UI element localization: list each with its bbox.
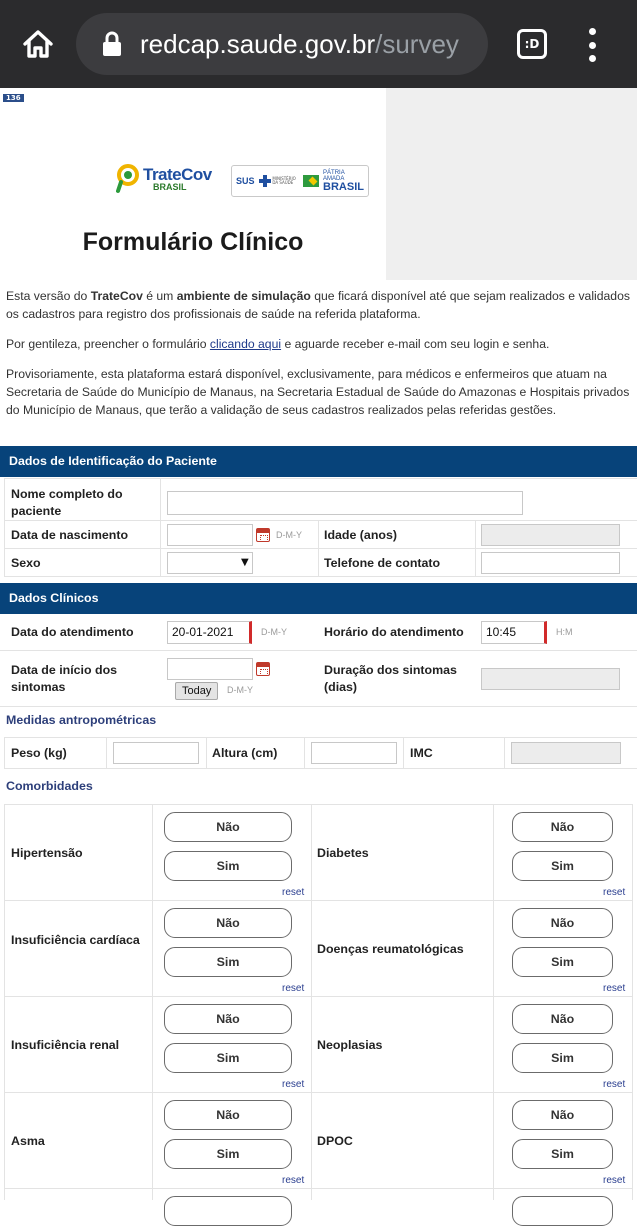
intro-paragraph-1: Esta versão do TrateCov é um ambiente de simulação que ficará disponível até que sejam realizados e validados os cadastros para registro dos profissionais de saúde na referida plataforma. (6, 289, 630, 321)
chevron-down-icon: ▼ (241, 557, 249, 568)
no-button-partial[interactable] (512, 1196, 613, 1226)
calendar-icon[interactable] (256, 528, 270, 542)
comorbidity-label-right: Neoplasias (317, 1038, 383, 1052)
comorbidity-label-right: Diabetes (317, 846, 369, 860)
patient-name-label: Nome completo do paciente (11, 487, 123, 518)
reset-link[interactable]: reset (603, 1175, 626, 1186)
reset-link[interactable]: reset (282, 983, 305, 994)
more-options-icon[interactable] (582, 28, 602, 62)
today-button[interactable]: Today (175, 682, 218, 700)
weight-label: Peso (kg) (11, 746, 67, 760)
yes-button[interactable]: Sim (512, 851, 613, 881)
visit-date-label: Data do atendimento (11, 625, 134, 639)
onset-date-label: Data de início dos sintomas (11, 663, 118, 694)
reset-link[interactable]: reset (282, 887, 305, 898)
header-side-panel (386, 88, 637, 280)
tratecov-pin-icon (116, 164, 140, 194)
comorbidity-label-right: DPOC (317, 1134, 353, 1148)
home-icon[interactable] (18, 24, 58, 64)
tab-switcher-button[interactable]: :D (517, 29, 547, 59)
no-button[interactable]: Não (512, 812, 613, 842)
age-label: Idade (anos) (324, 528, 397, 542)
yes-button[interactable]: Sim (164, 851, 292, 881)
comorbidity-label-left: Insuficiência cardíaca (11, 933, 140, 947)
symptom-duration-label: Duração dos sintomas (dias) (324, 663, 457, 694)
register-link[interactable]: clicando aqui (209, 337, 282, 351)
survey-badge: 136 (3, 94, 24, 102)
dob-label: Data de nascimento (11, 528, 129, 542)
comorbidity-label-left: Hipertensão (11, 846, 83, 860)
comorbidity-label-right: Doenças reumatológicas (317, 942, 464, 956)
dob-input[interactable] (167, 524, 253, 546)
reset-link[interactable]: reset (282, 1175, 305, 1186)
visit-time-label: Horário do atendimento (324, 625, 464, 639)
bmi-input (511, 742, 621, 764)
no-button[interactable]: Não (512, 1004, 613, 1034)
reset-link[interactable]: reset (282, 1079, 305, 1090)
bmi-label: IMC (410, 746, 433, 760)
visit-date-input[interactable]: 20-01-2021 (167, 621, 252, 644)
brasil-flag-icon (303, 175, 319, 187)
intro-text (0, 280, 637, 419)
page-title: Formulário Clínico (82, 228, 304, 256)
no-button[interactable]: Não (164, 908, 292, 938)
no-button-partial[interactable] (164, 1196, 292, 1226)
yes-button[interactable]: Sim (512, 1139, 613, 1169)
comorbidity-label-left: Asma (11, 1134, 45, 1148)
visit-date-format-hint: D-M-Y (261, 627, 287, 637)
yes-button[interactable]: Sim (512, 1043, 613, 1073)
sus-logo: SUS (236, 176, 255, 186)
gov-brasil-logo: PÁTRIA AMADA BRASIL (323, 169, 364, 193)
phone-label: Telefone de contato (324, 556, 441, 570)
phone-input[interactable] (481, 552, 620, 574)
lock-icon (100, 31, 124, 57)
onset-date-input[interactable] (167, 658, 253, 680)
comorbidity-label-left: Insuficiência renal (11, 1038, 120, 1052)
yes-button[interactable]: Sim (512, 947, 613, 977)
survey-header (0, 88, 637, 280)
address-bar[interactable] (76, 13, 488, 75)
sus-cross-icon (259, 175, 269, 187)
yes-button[interactable]: Sim (164, 1043, 292, 1073)
anthropometric-title: Medidas antropométricas (6, 713, 157, 727)
visit-time-format-hint: H:M (556, 627, 573, 637)
url-text: redcap.saude.gov.br/survey (140, 28, 459, 59)
government-logos (231, 165, 369, 197)
no-button[interactable]: Não (164, 1100, 292, 1130)
weight-input[interactable] (113, 742, 199, 764)
ministry-label: MINISTÉRIO DA SAÚDE (272, 175, 296, 185)
reset-link[interactable]: reset (603, 1079, 626, 1090)
section-clinical-header: Dados Clínicos (0, 583, 637, 614)
patient-name-input[interactable] (167, 491, 523, 515)
header-logo-panel (0, 88, 386, 280)
onset-format-hint: D-M-Y (227, 685, 253, 695)
no-button[interactable]: Não (512, 1100, 613, 1130)
dob-format-hint: D-M-Y (276, 530, 302, 540)
symptom-duration-input (481, 668, 620, 690)
age-input (481, 524, 620, 546)
height-input[interactable] (311, 742, 397, 764)
height-label: Altura (cm) (212, 746, 278, 760)
calendar-icon[interactable] (256, 662, 270, 676)
reset-link[interactable]: reset (603, 887, 626, 898)
no-button[interactable]: Não (164, 1004, 292, 1034)
yes-button[interactable]: Sim (164, 947, 292, 977)
reset-link[interactable]: reset (603, 983, 626, 994)
intro-paragraph-3: Provisoriamente, esta plataforma estará disponível, exclusivamente, para médicos e enfermeiros que atuam na Secretaria de Saúde do Município de Manaus, na Secretaria Estadual de Saúde do Amazonas e Hospitais privados do Município de Manaus, que terão a validação de seus cadastros realizados pelas referidas gestões. (6, 367, 630, 417)
visit-time-input[interactable]: 10:45 (481, 621, 547, 644)
intro-paragraph-2: Por gentileza, preencher o formulário clicando aqui e aguarde receber e-mail com seu login e senha. (6, 337, 550, 351)
section-patient-header: Dados de Identificação do Paciente (0, 446, 637, 477)
tratecov-logo: TrateCov BRASIL (116, 164, 212, 194)
comorbidities-title: Comorbidades (6, 779, 93, 793)
sex-label: Sexo (11, 556, 41, 570)
browser-toolbar (0, 0, 637, 88)
yes-button[interactable]: Sim (164, 1139, 292, 1169)
no-button[interactable]: Não (164, 812, 292, 842)
no-button[interactable]: Não (512, 908, 613, 938)
